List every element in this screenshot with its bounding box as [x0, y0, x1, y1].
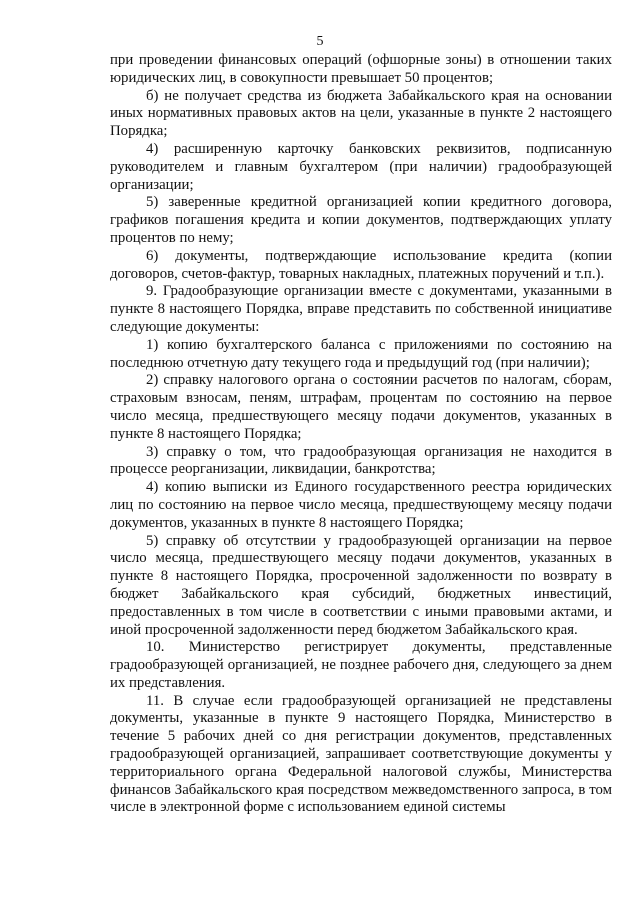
- paragraph-clause-9-item-3: 3) справку о том, что градообразующая организация не находится в процессе реорганизации, ликвидации, банкротства;: [110, 443, 612, 478]
- paragraph-item-b: б) не получает средства из бюджета Забайкальского края на основании иных нормативных правовых актов на цели, указанные в пункте 2 настоящего Порядка;: [110, 87, 612, 140]
- paragraph-item-5: 5) заверенные кредитной организацией копии кредитного договора, графиков погашения кредита и копии документов, подтверждающих уплату процентов по нему;: [110, 194, 612, 246]
- paragraph-clause-9-item-2: 2) справку налогового органа о состоянии расчетов по налогам, сборам, страховым взносам, пеням, штрафам, процентам по состоянию на первое число месяца, предшествующего месяцу подачи документов, указанных в пункте 8 настоящего Порядка;: [110, 372, 612, 442]
- paragraph-item-6: 6) документы, подтверждающие использование кредита (копии договоров, счетов-фактур, товарных накладных, платежных поручений и т.п.).: [110, 247, 612, 282]
- page-number: 5: [316, 34, 324, 49]
- paragraph-clause-9: 9. Градообразующие организации вместе с документами, указанными в пункте 8 настоящего Порядка, вправе представить по собственной инициативе следующие документы:: [110, 283, 612, 335]
- paragraph-clause-10: 10. Министерство регистрирует документы, представленные градообразующей организацией, не позднее рабочего дня, следующего за днем их представления.: [110, 639, 612, 691]
- paragraph-clause-9-item-5: 5) справку об отсутствии у градообразующей организации на первое число месяца, предшествующего месяцу подачи документов, указанных в пункте 8 настоящего Порядка, просроченной задолженности по возврату в бюджет Забайкальского края субсидий, бюджетных инвестиций, предоставленных в том числе в соответствии с иными правовыми актами, и иной просроченной задолженности перед бюджетом Забайкальского края.: [110, 532, 612, 638]
- paragraph-continuation: при проведении финансовых операций (офшорные зоны) в отношении таких юридических лиц, в совокупности превышает 50 процентов;: [110, 52, 612, 86]
- document-body: [110, 52, 612, 817]
- paragraph-clause-9-item-4: 4) копию выписки из Единого государственного реестра юридических лиц по состоянию на первое число месяца, предшествующему месяцу подачи документов, указанных в пункте 8 настоящего Порядка;: [110, 479, 612, 531]
- paragraph-clause-11: 11. В случае если градообразующей организацией не представлены документы, указанные в пункте 9 настоящего Порядка, Министерство в течение 5 рабочих дней со дня регистрации документов, представленных градообразующей организацией, запрашивает соответствующие документы у территориального органа Федеральной налоговой службы, Министерства финансов Забайкальского края посредством межведомственного запроса, в том числе в электронной форме с использованием единой системы: [110, 692, 612, 816]
- paragraph-item-4: 4) расширенную карточку банковских реквизитов, подписанную руководителем и главным бухгалтером (при наличии) градообразующей организации;: [110, 140, 612, 193]
- paragraph-clause-9-item-1: 1) копию бухгалтерского баланса с приложениями по состоянию на последнюю отчетную дату текущего года и предыдущий год (при наличии);: [110, 336, 612, 371]
